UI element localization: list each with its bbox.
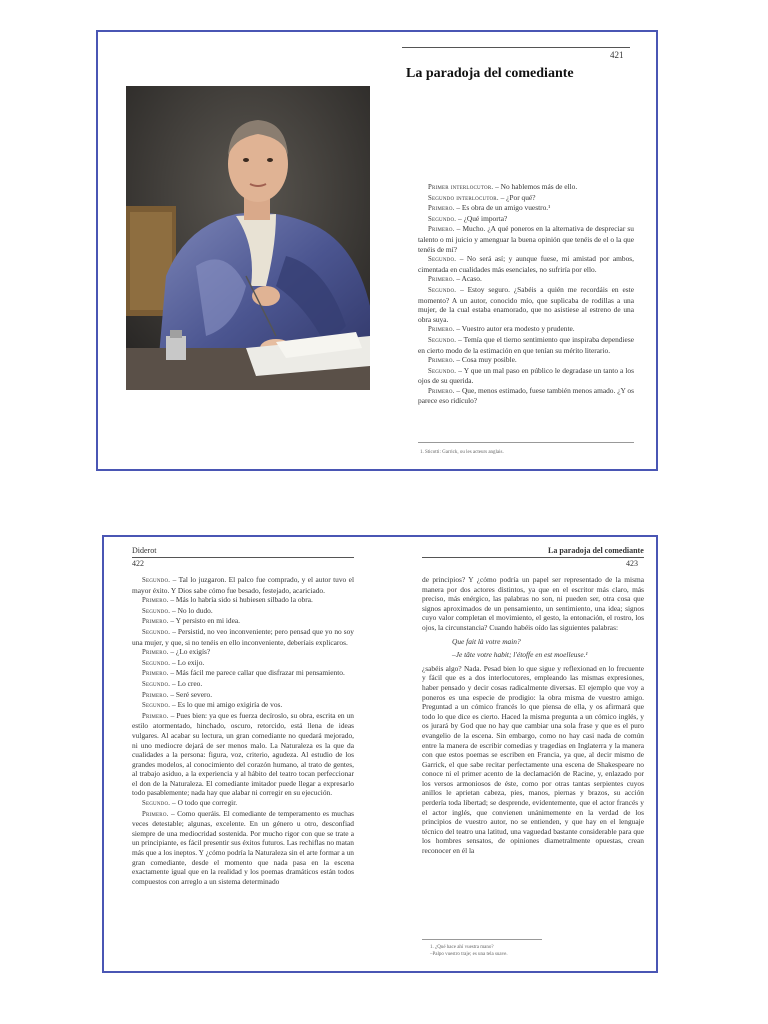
paragraph: ¿sabéis algo? Nada. Pesad bien lo que sigue y reflexionad en lo frecuente y fácil que es a dos interlocutores, empleando las mismas expresiones, haber pensado y decir cosas radicalmente diversas. El ejemplo que voy a poneros es una especie de prodigio: la obra misma de vuestro amigo. Preguntad a un cómico francés lo que piensa de ella, y os afirmará que todo lo que dice es cierto. Haced la misma pregunta a un cómico inglés, y os jurará by God que no hay que cambiar una sola frase y que es el puro evangelio de la escena. Sin embargo, como no hay casi nada de común entre la manera de escribir comedias y tragedias en Inglaterra y la manera con que estos poemas se escriben en Francia, ya que, al decir mismo de Garrick, el que sabe recitar perfectamente una escena de Shakespeare no conoce ni el primer acento de la declamación de Racine, y, enlazado por los versos armoniosos de éste, como por otras tantas serpientes cuyos anillos le aprietan cabeza, pies, manos, piernas y brazos, su acción perdería toda libertad; se desprende, evidentemente, que el actor francés y el actor inglés, que convienen unánimemente en la verdad de los principios de vuestro autor, no se entienden, y que hay en el lenguaje técnico del teatro una latitud, una vaguedad bastante considerable para que los hombres sensatos, de opiniones diametralmente opuestas, crean reconocer en él la [422,663,644,856]
dialogue-line [132,658,354,669]
dialogue-line [418,214,634,225]
dialogue-line [418,203,634,214]
speech-text: – Mucho. ¿A qué poneros en la alternativa de despreciar su talento o mi juicio y amenguar la buena opinión que tenéis de el o la que tenéis de mí? [418,224,634,254]
speaker-name: Segundo. [142,659,171,667]
speech-text: – Es obra de un amigo vuestro.¹ [454,203,551,213]
chapter-title: La paradoja del comediante [406,66,574,81]
speech-text: – Tal lo juzgaron. El palco fue comprado, y el autor tuvo el mayor éxito. Y Dios sabe cómo fue besado, festejado, acariciado. [132,575,354,595]
speech-text: – Que, menos estimado, fuese también menos amado. ¿Y os parece eso ridículo? [418,385,634,406]
speech-text: – No lo dudo. [170,605,213,615]
speaker-name: Primero. [428,326,455,334]
speech-text: – Cosa muy posible. [454,355,517,365]
speaker-name: Segundo. [142,628,171,636]
dialogue-line [418,193,634,204]
dialogue-text [418,182,634,406]
dialogue-line [418,335,634,355]
speech-text: – Más fácil me parece callar que disfrazar mi pensamiento. [168,668,345,678]
speaker-name: Segundo. [428,215,457,223]
footnote-rule-right [422,939,542,940]
footnote: 1. Sticotti: Garrick, ou les acteurs anglais. [420,450,504,455]
speaker-name: Primero. [428,205,455,213]
speech-text: – Persistid, no veo inconveniente; pero pensad que yo no soy una mujer, y que, si no tenéis en ello inconveniente, deberíais explicaros. [132,626,354,647]
dialogue-line [418,182,634,193]
speaker-name: Primero. [142,810,169,818]
dialogue-line [418,324,634,335]
speaker-name: Primero. [428,357,455,365]
dialogue-line [132,798,354,809]
speech-text: – No será así; y aunque fuese, mi amistad por ambos, cimentada en cualidades más esenciales, no sufriría por ello. [418,254,634,274]
dialogue-line [418,274,634,285]
speaker-name: Segundo. [428,367,457,375]
speaker-name: Primero. [142,618,169,626]
quote-line: –Je tâte votre habit; l'étoffe en est moelleuse.¹ [452,650,588,660]
header-rule [402,47,630,48]
dialogue-line [132,595,354,606]
footnote-rule [418,442,634,443]
page-number-right: 423 [626,559,638,568]
speaker-name: Primero. [428,226,455,234]
speech-text: – Temía que el tierno sentimiento que inspiraba dependiese en cierto modo de la estimación en que tenían su mérito literario. [418,334,634,355]
page-number-left: 422 [132,559,144,568]
speech-text: – Lo creo. [170,678,203,688]
dialogue-line [132,575,354,595]
quote-line: Que fait là votre main? [452,636,521,646]
speech-text: – Y persisto en mi idea. [168,616,241,626]
dialogue-line [132,679,354,690]
speaker-name: Segundo. [428,286,457,294]
top-page-spread [96,30,658,471]
speech-text: – Y que un mal paso en público le degradase un tanto a los ojos de su querida. [418,365,634,386]
footnote-line: –Palpo vuestro traje; es una tela suave. [430,952,508,957]
speech-text: – Seré severo. [168,689,213,699]
speech-text: – Más lo habría sido si hubiesen silbado la obra. [168,595,313,605]
speaker-name: Primero. [142,649,169,657]
speech-text: – ¿Qué importa? [456,213,508,223]
speaker-name: Segundo. [142,577,171,584]
speaker-name: Segundo. [142,702,171,710]
speaker-name: Primero. [428,276,455,284]
dialogue-line [418,285,634,324]
running-header-title: La paradoja del comediante [548,546,644,555]
header-rule-right [422,557,644,558]
speaker-name: Segundo. [142,607,171,615]
left-page-text [132,575,354,971]
dialogue-line [132,647,354,658]
dialogue-line [418,355,634,366]
speech-text: – ¿Por qué? [498,192,536,202]
paragraph: de principios? Y ¿cómo podría un papel ser representado de la misma manera por dos actores distintos, ya que en el escritor más claro, más preciso, más enérgico, las palabras no son, ni pueden ser, otra cosa que signos aproximados de un pensamiento, un sentimiento, una idea; signos cuyo valor completan el movimiento, el gesto, la entonación, el rostro, los ojos, la circunstancia? Cuando habéis oído las siguientes palabras: [422,575,644,632]
speech-text: – Es lo que mi amigo exigiría de vos. [170,700,283,710]
speech-text: – Pues bien: ya que es fuerza decíroslo, su obra, escrita en un estilo atormentado, hinchado, oscuro, retorcido, está llena de ideas vulgares. Al acabar su lectura, un gran comediante no quedará mejorado, ni uno mediocre dejará de ser menos malo. La Naturaleza es la que da cualidades a la persona: figura, voz, criterio, agudeza. Al estudio de los grandes modelos, al conocimiento del corazón humano, al trato de gentes, al trabajo asiduo, a la experiencia y al hábito del teatro tocan perfeccionar el don de la Naturaleza. El comediante imitador puede llegar a expresarlo todo pasablemente; nada hay que alabar ni corregir en su ejecución. [132,710,354,798]
dialogue-line [418,224,634,254]
speech-text: – Como queráis. El comediante de temperamento es muchas veces detestable; algunas, excelente. En un género u otro, desconfiad siempre de una mediocridad sostenida. Por mucho rigor con que se trate a un principiante, es fácil presentir sus éxitos futuros. Las rechiflas no matan más que a los ineptos. Y ¿cómo podría la Naturaleza sin el arte formar a un gran comediante, desde el momento que nada pasa en la escena exactamente igual que en la realidad y los poemas dramáticos están todos compuestos con arreglo a un sistema determinado [132,808,354,886]
speech-text: – Vuestro autor era modesto y prudente. [454,324,575,334]
right-page-text [422,575,644,931]
speaker-name: Segundo interlocutor. [428,194,499,202]
dialogue-line [418,254,634,274]
speaker-name: Primero. [428,387,455,395]
dialogue-line [132,627,354,647]
speaker-name: Segundo. [142,680,171,688]
speaker-name: Primero. [142,712,169,720]
dialogue-line [132,711,354,798]
portrait-illustration [126,86,370,390]
dialogue-line [418,386,634,406]
speaker-name: Primer interlocutor. [428,184,494,191]
speaker-name: Primero. [142,691,169,699]
speaker-name: Segundo. [428,256,457,264]
dialogue-line [132,616,354,627]
speech-text: – Estoy seguro. ¿Sabéis a quién me recordáis en este momento? A un autor, conocido mío, que suplicaba de rodillas a una mujer, de la cual estaba enamorado, que no asistiese al estreno de una obra suya. [418,284,634,324]
page-number: 421 [610,50,624,60]
speech-text: – Lo exijo. [170,657,205,667]
speech-text: – No hablemos más de ello. [493,182,578,191]
speech-text: – ¿Lo exigís? [168,647,211,657]
dialogue-line [418,366,634,386]
speaker-name: Primero. [142,670,169,678]
speech-text: – O todo que corregir. [170,798,238,808]
footnote-line: 1. ¿Qué hace ahí vuestra mano? [430,945,494,950]
dialogue-line [132,809,354,887]
diderot-portrait [126,86,370,390]
running-header-author: Diderot [132,546,157,555]
speaker-name: Segundo. [142,800,171,808]
bottom-page-spread [102,535,658,973]
speaker-name: Segundo. [428,336,457,344]
header-rule-left [132,557,354,558]
dialogue-line [132,606,354,617]
dialogue-line [132,700,354,711]
speech-text: – Acaso. [454,274,482,284]
speaker-name: Primero. [142,597,169,605]
dialogue-line [132,668,354,679]
dialogue-line [132,690,354,701]
